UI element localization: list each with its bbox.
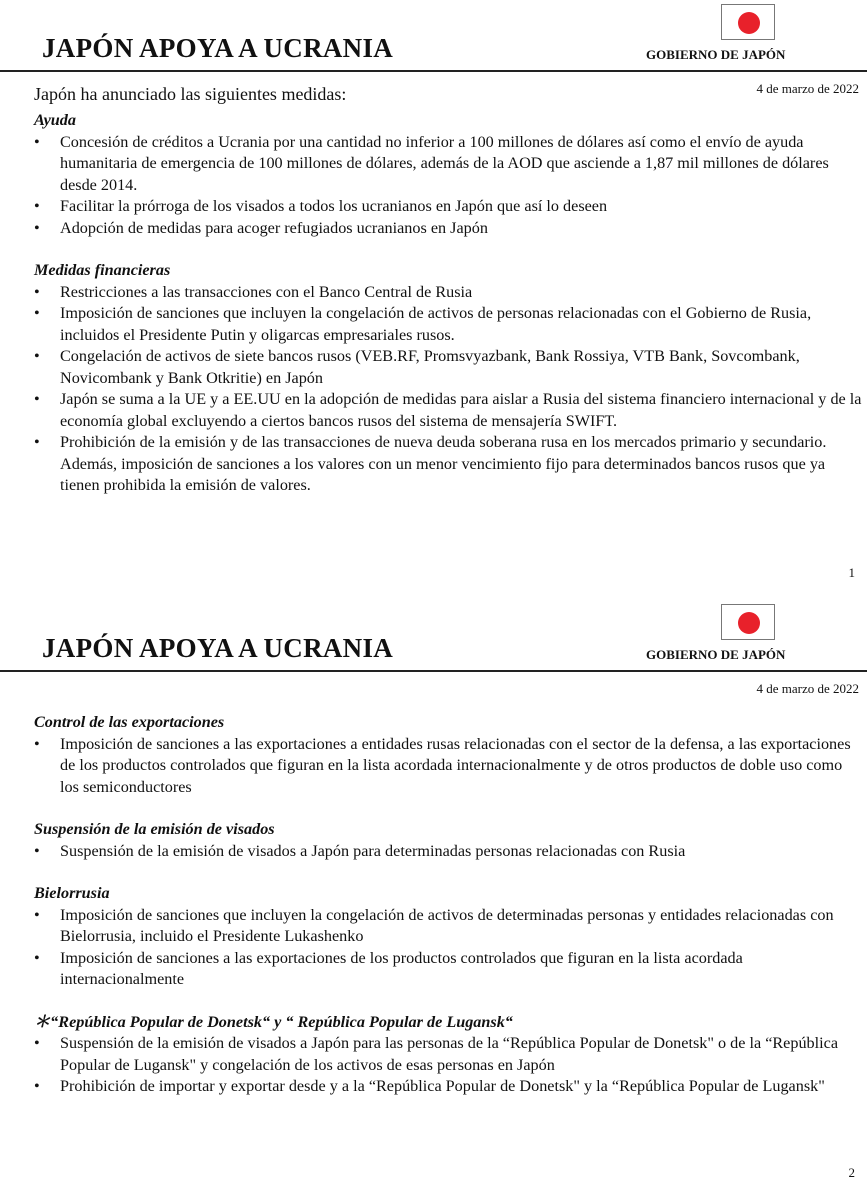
list-item [34, 218, 863, 240]
bullet-icon: • [34, 1034, 40, 1052]
section-heading: Suspensión de la emisión de visados [34, 820, 275, 838]
flag-disc [738, 12, 760, 34]
bullet-icon: • [34, 841, 40, 860]
bullet-icon: • [34, 905, 40, 924]
page-2 [0, 600, 867, 1200]
item-text: Congelación de activos de siete bancos rusos (VEB.RF, Promsvyazbank, Bank Rossiya, VTB Bank, Sovcombank, Novicombank y Bank Otkritie) en Japón [60, 347, 800, 387]
item-text: Suspensión de la emisión de visados a Japón para determinadas personas relacionadas con Rusia [60, 841, 686, 860]
bullet-icon: • [34, 197, 40, 215]
japan-flag-icon [721, 604, 775, 640]
item-text: Prohibición de importar y exportar desde y a la “República Popular de Donetsk" y la “República Popular de Lugansk" [60, 1077, 825, 1095]
section-heading: Ayuda [34, 111, 76, 129]
list-item [34, 841, 863, 863]
bullet-list [34, 841, 863, 863]
issuer-label: GOBIERNO DE JAPÓN [646, 47, 786, 62]
item-text: Facilitar la prórroga de los visados a todos los ucranianos en Japón que así lo deseen [60, 197, 608, 215]
list-item [34, 196, 863, 218]
bullet-icon: • [34, 734, 40, 753]
page-number: 1 [848, 565, 855, 580]
document-date: 4 de marzo de 2022 [756, 681, 859, 696]
page-body [34, 712, 863, 1119]
item-text: Imposición de sanciones a las exportaciones de los productos controlados que figuran en la lista acordada internacionalmente [60, 948, 743, 988]
list-item [34, 948, 863, 991]
page-title: JAPÓN APOYA A UCRANIA [42, 633, 394, 663]
list-item [34, 1076, 863, 1098]
bullet-icon: • [34, 1077, 40, 1095]
page-number: 2 [848, 1165, 855, 1180]
section-heading: Medidas financieras [34, 261, 171, 279]
section-heading: Bielorrusia [34, 884, 110, 902]
document-date: 4 de marzo de 2022 [756, 81, 859, 96]
bullet-icon: • [34, 218, 40, 237]
item-text: Adopción de medidas para acoger refugiados ucranianos en Japón [60, 218, 488, 237]
item-text: Concesión de créditos a Ucrania por una cantidad no inferior a 100 millones de dólares así como el envío de ayuda humanitaria de emergencia de 100 millones de dólares, además de la AOD que asciende a 1,87 mil millones de dólares desde 2014. [60, 132, 829, 194]
page-body [34, 82, 863, 518]
section-control-exportaciones [34, 712, 863, 798]
header-divider [0, 670, 867, 672]
bullet-icon: • [34, 390, 40, 408]
item-text: Imposición de sanciones a las exportaciones a entidades rusas relacionadas con el sector de la defensa, a las exportaciones de los productos controlados que figuran en la lista acordada internacionalmente y de otros productos de doble uso como los semiconductores [60, 734, 851, 796]
section-heading: Control de las exportaciones [34, 713, 225, 731]
bullet-icon: • [34, 304, 40, 322]
intro-text: Japón ha anunciado las siguientes medidas: [34, 84, 347, 104]
bullet-icon: • [34, 282, 40, 301]
bullet-icon: • [34, 433, 40, 451]
section-donetsk-lugansk [34, 1012, 863, 1098]
item-text: Imposición de sanciones que incluyen la congelación de activos de determinadas personas y entidades relacionadas con Bielorrusia, incluido el Presidente Lukashenko [60, 905, 834, 945]
item-text: Japón se suma a la UE y a EE.UU en la adopción de medidas para aislar a Rusia del sistema financiero internacional y de la economía global excluyendo a ciertos bancos rusos del sistema de mensajería SWIFT. [60, 390, 862, 430]
japan-flag-icon [721, 4, 775, 40]
list-item [34, 132, 863, 197]
item-text: Prohibición de la emisión y de las transacciones de nueva deuda soberana rusa en los mercados primario y secundario. Además, imposición de sanciones a los valores con un menor vencimiento fijo para determinados bancos rusos que ya tienen prohibida la emisión de valores. [60, 433, 827, 494]
bullet-list [34, 282, 863, 497]
bullet-icon: • [34, 132, 40, 151]
bullet-icon: • [34, 948, 40, 967]
section-ayuda [34, 110, 863, 239]
item-text: Restricciones a las transacciones con el Banco Central de Rusia [60, 282, 473, 301]
section-suspension-visados [34, 819, 863, 862]
list-item [34, 432, 863, 497]
section-medidas-financieras [34, 260, 863, 497]
list-item [34, 1033, 863, 1076]
bullet-list [34, 1033, 863, 1098]
list-item [34, 346, 863, 389]
item-text: Imposición de sanciones que incluyen la congelación de activos de personas relacionadas con el Gobierno de Rusia, incluidos el Presidente Putin y oligarcas empresariales rusos. [60, 304, 812, 344]
bullet-list [34, 905, 863, 991]
bullet-icon: • [34, 347, 40, 365]
section-heading: ＊“República Popular de Donetsk“ y “ República Popular de Lugansk“ [34, 1012, 513, 1031]
bullet-list [34, 734, 863, 799]
list-item [34, 734, 863, 799]
bullet-list [34, 132, 863, 240]
item-text: Suspensión de la emisión de visados a Japón para las personas de la “República Popular de Donetsk" o de la “República Popular de Lugansk" y congelación de los activos de esas personas en Japón [60, 1034, 839, 1074]
header-divider [0, 70, 867, 72]
list-item [34, 282, 863, 304]
list-item [34, 303, 863, 346]
page-title: JAPÓN APOYA A UCRANIA [42, 33, 394, 63]
issuer-label: GOBIERNO DE JAPÓN [646, 647, 786, 662]
section-bielorrusia [34, 883, 863, 991]
flag-disc [738, 612, 760, 634]
list-item [34, 905, 863, 948]
list-item [34, 389, 863, 432]
